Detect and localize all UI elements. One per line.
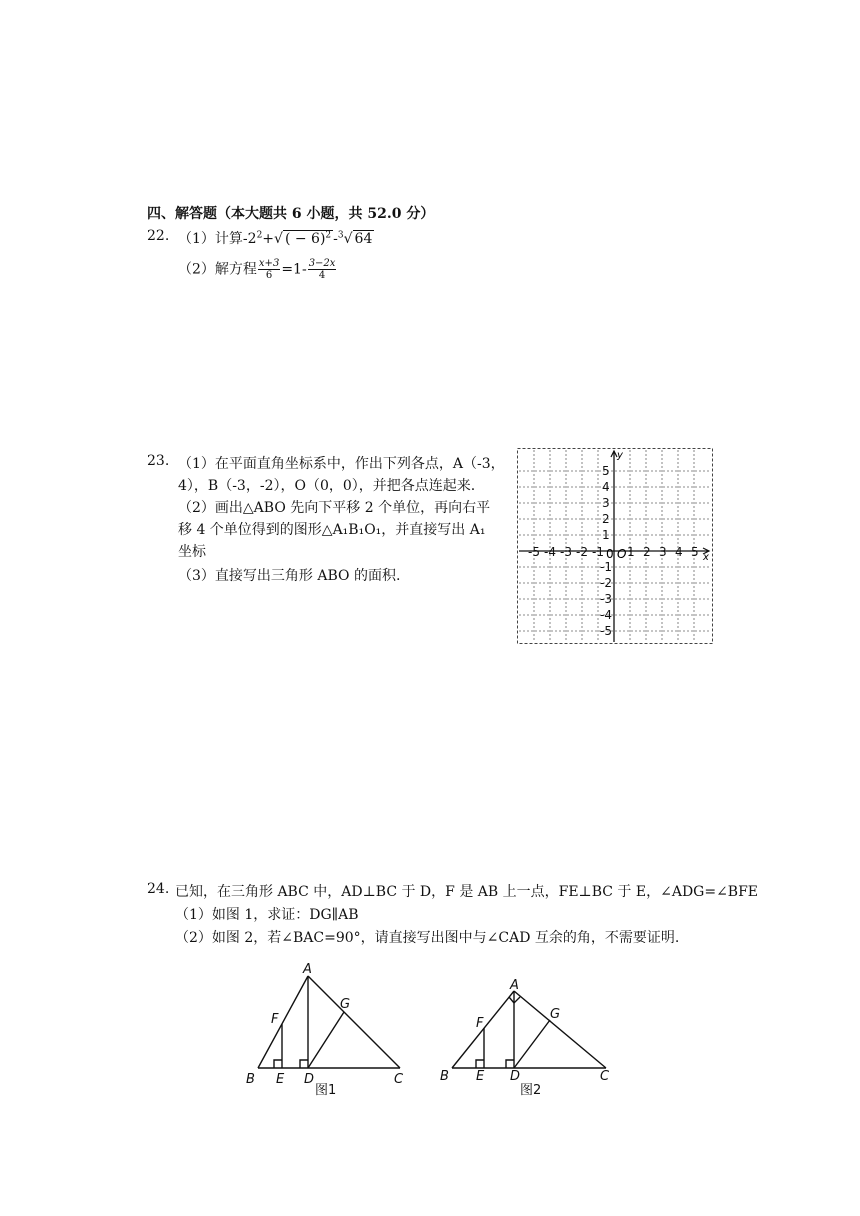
q22-exp: 2 [256,230,263,241]
q22-number: 22. [147,228,170,244]
y-tick-label: -2 [600,576,612,590]
y-tick-label: -3 [600,592,612,606]
fig2-line-dg [514,1020,550,1068]
figure-1 [240,962,420,1102]
fig1-line-ab [258,976,308,1068]
fig1-label-d: D [304,1072,315,1087]
q24-line3: （2）如图 2，若∠BAC=90°，请直接写出图中与∠CAD 互余的角，不需要证明. [175,930,680,946]
q22-part1-label: （1）计算 [178,231,243,247]
y-tick-label: -4 [600,608,612,622]
fig2-caption: 图2 [520,1083,542,1098]
q22-sqrt-radicand [283,230,333,247]
q23-line6: （3）直接写出三角形 ABO 的面积. [178,568,401,584]
x-tick-label: -5 [528,545,540,559]
y-tick-label: 4 [602,480,610,494]
section-title: 四、解答题（本大题共 6 小题，共 52.0 分） [147,206,435,222]
fig1-caption: 图1 [315,1083,337,1098]
x-tick-label: 3 [659,545,667,559]
q22-term-a: -2 [242,231,257,247]
fig2-label-c: C [600,1069,610,1084]
x-tick-label: -2 [576,545,588,559]
fig1-label-b: B [246,1072,255,1087]
q22-cbrt-index: 3 [337,230,344,241]
fig2-label-a: A [510,978,519,993]
q22-frac2-den: 4 [318,270,326,281]
sqrt-icon: √ [274,231,283,247]
fig1-line-dg [308,1012,344,1068]
x-tick-label: 4 [675,545,683,559]
q22-plus: + [262,231,275,247]
x-axis-label: x [703,552,709,563]
q22-frac2 [308,258,337,281]
y-tick-label: 5 [602,464,610,478]
q22-sqrt-exp: 2 [325,230,332,241]
x-tick-label: 1 [627,545,635,559]
q22-sqrt-inner: ( − 6) [284,231,326,247]
q22-part2 [178,258,337,281]
fig2-label-b: B [440,1069,449,1084]
y-tick-label: 2 [602,512,610,526]
x-tick-label: -3 [560,545,572,559]
q22-part1 [178,228,374,248]
q23-line1: （1）在平面直角坐标系中，作出下列各点，A（-3， [178,456,505,472]
origin-label: O [617,547,627,561]
q23-line5: 坐标 [178,544,206,560]
fig1-line-ac [308,976,400,1068]
y-axis-label: y [617,450,623,461]
q22-frac1-num: x+3 [258,258,280,269]
fig1-label-a: A [303,962,312,977]
origin-zero: 0 [606,547,614,561]
q23-line3: （2）画出△ABO 先向下平移 2 个单位，再向右平 [178,500,491,516]
q24-line1: 已知，在三角形 ABC 中，AD⊥BC 于 D，F 是 AB 上一点，FE⊥BC 于 E，∠ADG=∠BFE [175,884,759,900]
fig2-right-angle-e-icon [476,1060,484,1068]
fig1-label-c: C [394,1072,404,1087]
q22-frac1-den: 6 [265,270,273,281]
y-tick-label: -5 [600,624,612,638]
fig2-label-g: G [550,1007,561,1022]
q22-cbrt-radicand: 64 [354,231,373,247]
y-tick-label: -1 [600,560,612,574]
q23-line4: 移 4 个单位得到的图形△A₁B₁O₁，并直接写出 A₁ [178,522,486,538]
fig2-right-angle-d-icon [506,1060,514,1068]
cbrt-icon: √ [343,231,353,247]
fig1-right-angle-e-icon [274,1060,282,1068]
q23-number: 23. [147,453,170,469]
fig1-right-angle-d-icon [300,1060,308,1068]
q22-frac1 [258,258,280,281]
x-tick-label: 2 [643,545,651,559]
x-tick-label: -1 [592,545,604,559]
x-tick-label: -4 [544,545,556,559]
q22-part2-label: （2）解方程 [178,261,257,278]
q23-line2: 4），B（-3，-2），O（0，0），并把各点连起来. [178,478,476,494]
y-tick-label: 1 [602,528,610,542]
fig1-label-e: E [276,1072,285,1087]
q24-line2: （1）如图 1，求证：DG∥AB [175,907,359,923]
fig2-label-e: E [476,1069,485,1084]
q24-number: 24. [147,881,170,897]
fig1-label-f: F [271,1012,279,1027]
fig2-line-ac [514,991,606,1068]
fig1-label-g: G [340,997,351,1012]
x-tick-label: 5 [691,545,699,559]
fig2-label-d: D [510,1069,521,1084]
q22-part2-mid: =1- [281,261,307,278]
q22-frac2-num: 3−2x [308,258,336,269]
coordinate-grid [517,448,713,644]
fig2-label-f: F [476,1016,484,1031]
y-tick-label: 3 [602,496,610,510]
figure-2 [436,970,616,1102]
q22-minus: - [333,231,338,247]
